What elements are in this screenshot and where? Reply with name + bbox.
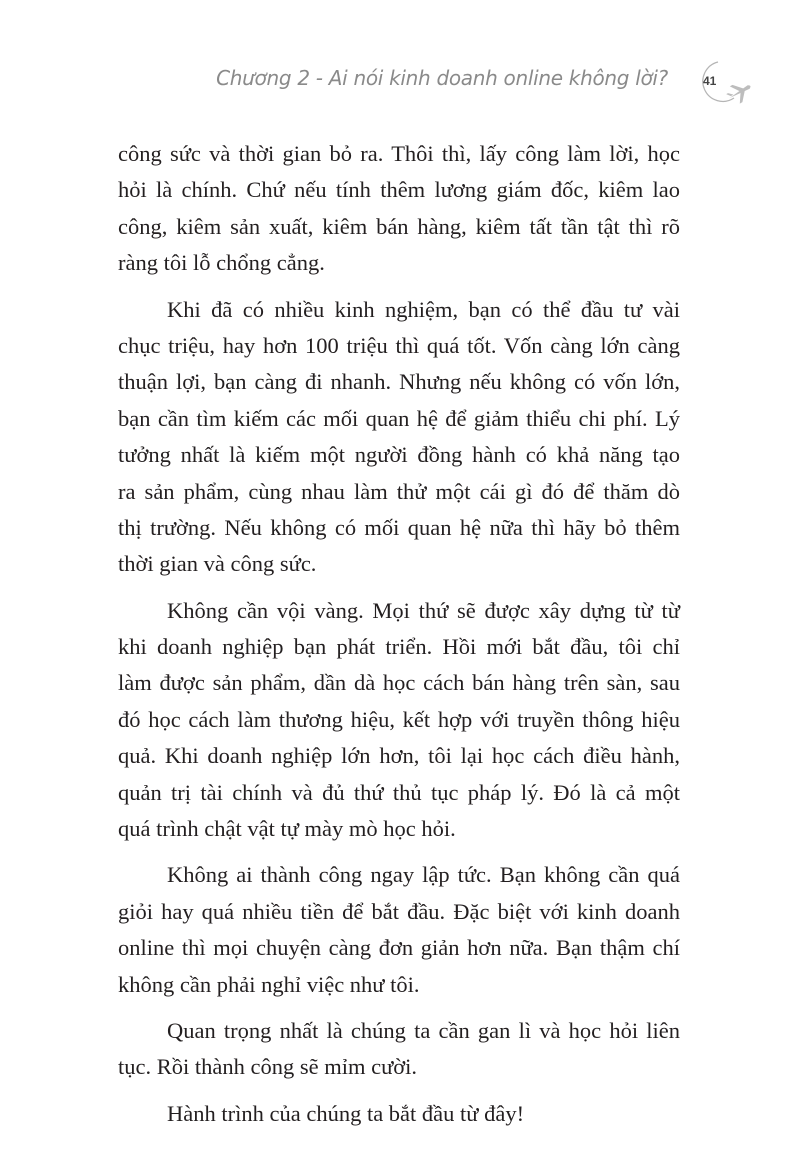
text-line: Không cần vội vàng. Mọi thứ sẽ được xây dựng từ từ [167, 597, 680, 623]
text-line: thời gian và công sức. [118, 551, 317, 577]
page-number: 41 [703, 74, 717, 88]
text-line: ràng tôi lỗ chổng cẳng. [118, 250, 325, 276]
paragraph [118, 1096, 680, 1132]
text-line: công, kiêm sản xuất, kiêm bán hàng, kiêm tất tần tật thì rõ [118, 213, 680, 239]
text-line: thuận lợi, bạn càng đi nhanh. Nhưng nếu không có vốn lớn, [118, 369, 680, 395]
text-line: giỏi hay quá nhiều tiền để bắt đầu. Đặc biệt với kinh doanh [118, 898, 680, 924]
text-line: online thì mọi chuyện càng đơn giản hơn nữa. Bạn thậm chí [118, 935, 680, 961]
text-line: khi doanh nghiệp bạn phát triển. Hồi mới bắt đầu, tôi chỉ [118, 634, 680, 660]
text-line: làm được sản phẩm, dần dà học cách bán hàng trên sàn, sau [118, 670, 680, 696]
paragraph [118, 136, 680, 282]
paragraph [118, 857, 680, 1003]
text-line: chục triệu, hay hơn 100 triệu thì quá tốt. Vốn càng lớn càng [118, 332, 680, 358]
running-header-chapter-title: Chương 2 - Ai nói kinh doanh online không lời? [216, 66, 668, 90]
text-line: Quan trọng nhất là chúng ta cần gan lì và học hỏi liên [167, 1017, 680, 1043]
text-line: công sức và thời gian bỏ ra. Thôi thì, lấy công làm lời, học [118, 141, 680, 166]
paragraph [118, 292, 680, 583]
text-line: ra sản phẩm, cùng nhau làm thử một cái gì đó để thăm dò [118, 478, 680, 504]
text-line: Không ai thành công ngay lập tức. Bạn không cần quá [167, 862, 680, 888]
text-line: đó học cách làm thương hiệu, kết hợp với truyền thông hiệu [118, 706, 680, 732]
text-line: quản trị tài chính và đủ thứ thủ tục pháp lý. Đó là cả một [118, 779, 680, 805]
paragraph [118, 1013, 680, 1086]
text-line: Khi đã có nhiều kinh nghiệm, bạn có thể đầu tư vài [167, 296, 680, 322]
text-line: quá trình chật vật tự mày mò học hỏi. [118, 816, 456, 842]
text-line: quả. Khi doanh nghiệp lớn hơn, tôi lại học cách điều hành, [118, 743, 680, 769]
text-line: Hành trình của chúng ta bắt đầu từ đây! [167, 1100, 525, 1126]
text-line: hỏi là chính. Chứ nếu tính thêm lương giám đốc, kiêm lao [118, 177, 680, 203]
text-line: tưởng nhất là kiếm một người đồng hành có khả năng tạo [118, 442, 680, 468]
page-body-text [118, 136, 680, 1142]
text-line: bạn cần tìm kiếm các mối quan hệ để giảm thiểu chi phí. Lý [118, 405, 680, 431]
paragraph [118, 593, 680, 848]
text-line: không cần phải nghỉ việc như tôi. [118, 971, 420, 997]
text-line: tục. Rồi thành công sẽ mỉm cười. [118, 1054, 418, 1080]
text-line: thị trường. Nếu không có mối quan hệ nữa thì hãy bỏ thêm [118, 514, 680, 540]
